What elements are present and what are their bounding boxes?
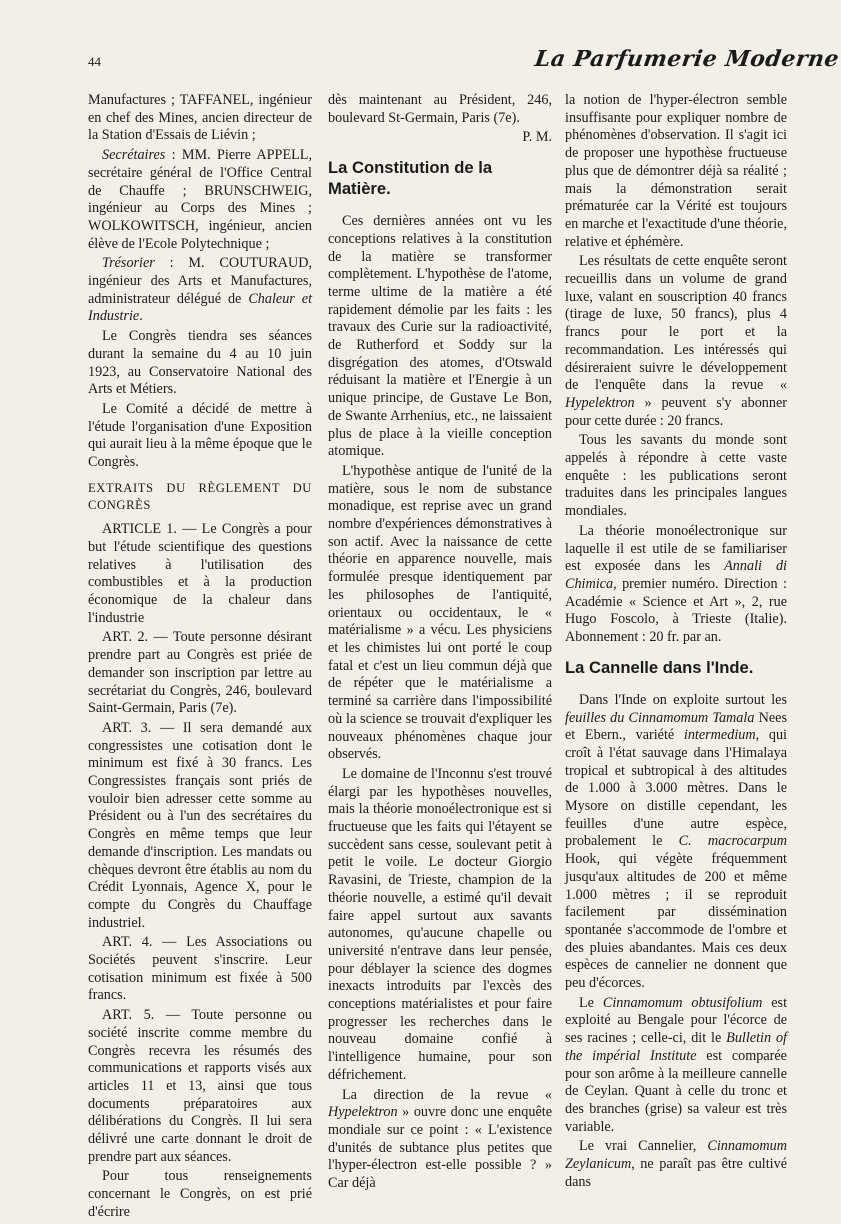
article-4: ART. 4. — Les Associations ou Sociétés peuvent s'inscrire. Leur cotisation minimum est fixée à 500 francs. (88, 934, 312, 1004)
paragraph: Manufactures ; TAFFANEL, ingénieur en chef des Mines, ancien directeur de la Station d'Essais de Liévin ; (88, 92, 312, 144)
text: Les résultats de cette enquête seront recueillis dans un volume de grand luxe, valant en souscription 40 francs (tirage de luxe, 50 francs), plus 4 francs pour le port et la recommandation. Les intéressés qui désireraient suivre le développement de l'enquête dans la revue « (565, 253, 787, 394)
text: Le vrai Cannelier, (579, 1138, 708, 1155)
publication-name: Bulletin of the impérial Institute (565, 1030, 787, 1064)
secretaires-label: Secrétaires (102, 147, 166, 164)
column-1 (88, 92, 312, 1224)
publication-name: Annali di Chimica (565, 558, 787, 592)
paragraph: Ces dernières années ont vu les conceptions relatives à la constitution de la matière se transformer complètement. L'hypothèse de l'atome, terme ultime de la matière a été rapidement démolie par les faits : les travaux des Curie sur la radioactivité, de Rutherford et Soddy sur la disgrégation des atomes, d'Otswald réduisant la matière et l'Energie à un unique principe, de Gustave Le Bon, de Swante Arrhenius, etc., ne laissaient plus de place à la vieille conception atomique. (328, 213, 552, 460)
paragraph (88, 147, 312, 253)
heading-constitution: La Constitution de la Matière. (328, 158, 493, 199)
paragraph: Le Congrès tiendra ses séances durant la semaine du 4 au 10 juin 1923, au Conservatoire National des Arts et Métiers. (88, 328, 312, 398)
species-name: Cinnamomum Zeylanicum (565, 1138, 787, 1173)
article-5: ART. 5. — Toute personne ou société inscrite comme membre du Congrès recevra les résumés des communications et rapports visés aux articles 11 et 13, ainsi que tous documents préparatoires aux délibérations du Congrès. Il lui sera délivré une carte donnant le droit de prendre part aux séances. (88, 1007, 312, 1165)
signature: P. M. (522, 129, 552, 146)
text: est exploité au Bengale pour l'écorce de ses racines ; celle-ci, dit le (565, 994, 788, 1047)
paragraph: Pour tous renseignements concernant le Congrès, on est prié d'écrire (88, 1168, 312, 1220)
paragraph (565, 995, 787, 1137)
text: La direction de la revue « (342, 1086, 552, 1103)
article-1: ARTICLE 1. — Le Congrès a pour but l'étude scientifique des questions relatives à l'utilisation des combustibles et à la production économique de la chaleur dans l'industrie (88, 521, 312, 626)
secretaires-text: : MM. Pierre APPELL, secrétaire général de l'Office Central de Chauffe ; BRUNSCHWEIG, ingénieur au Corps des Mines ; WOLKOWITSCH, ingénieur, ancien élève de l'Ecole Polytechnique ; (88, 147, 312, 252)
publication-name: Chaleur et Industrie (88, 290, 313, 325)
paragraph (88, 255, 312, 326)
text: » ouvre donc une enquête mondiale sur ce point : « L'existence d'unités de subtance plus petites que l'hyper-électron est-elle possible ? » Car déjà (328, 1104, 552, 1192)
text: , ne paraît pas être cultivé dans (565, 1156, 787, 1190)
tresorier-label: Trésorier (102, 255, 155, 272)
section-heading-extraits: EXTRAITS DU RÈGLEMENT DU CONGRÈS (88, 480, 312, 513)
paragraph: la notion de l'hyper-électron semble insuffisante pour expliquer nombre de phénomènes d'observation. Il s'agit ici de proposer une hypothèse fructueuse plus que de démontrer déjà sa réalité ; mais la démonstration serait prématurée car la Vérité est toujours en marche et l'exactitude d'une théorie, relative et éphémère. (565, 92, 787, 250)
tresorier-text: : M. COUTURAUD, ingénieur des Arts et Manufactures, administrateur délégué de (88, 255, 312, 307)
page-number: 44 (88, 54, 101, 69)
species-name: Cinnamomum obtusifolium (602, 994, 763, 1011)
text: Nees et Ebern., variété (565, 709, 787, 744)
journal-masthead: La Parfumerie Moderne (533, 46, 841, 72)
paragraph: L'hypothèse antique de l'unité de la matière, sous le nom de substance monadique, est reprise avec un grand nombre d'expériences démonstratives à son actif. Avec la naissance de cette théorie en apparence nouvelle, mais formulée presque identiquement par les philosophes de l'antiquité, orientaux ou occidentaux, le « matérialisme » a vécu. Les physiciens et les chimistes lui ont porté le coup fatal et c'est un lieu commun déjà que de répéter que le matérialisme a terminé sa carrière dans l'impossibilité où la science se trouvait d'expliquer les nouveaux phénomènes chaque jour observés. (328, 462, 552, 763)
column-3 (565, 92, 787, 1193)
paragraph (565, 253, 787, 430)
species-name: C. macrocarpum (678, 833, 787, 850)
heading-cannelle: La Cannelle dans l'Inde. (565, 657, 754, 677)
revue-name: Hypelektron (565, 394, 635, 411)
paragraph: Le domaine de l'Inconnu s'est trouvé élargi par les hypothèses nouvelles, mais la théorie monoélectronique est si fructueuse que les faits qui l'étayent se succèdent sans cesse, soulevant petit à petit le voile. Le docteur Giorgio Ravasini, de Trieste, champion de la théorie nouvelle, a estimé qu'il devait faire appel surtout aux savants autonomes, qu'aucune chapelle ou université n'entrave dans leur pensée, pour déblayer la science des dogmes inexacts introduits par l'excès des conceptions matérialistes et pour faire progresser les recherches dans le nouveau domaine confié à l'intelligence humaine, pour son défrichement. (328, 765, 552, 1083)
punct: . (139, 308, 143, 325)
text: » peuvent s'y abonner pour cette durée : 20 francs. (565, 394, 787, 429)
paragraph (565, 692, 787, 993)
text: , qui croît à l'état sauvage dans l'Himalaya tropical et subtropical à des altitudes de 1.000 à 3.000 mètres. Dans le Mysore on distille cependant, les feuilles d'une autre espèce, probalement le (565, 727, 787, 850)
column-2 (328, 92, 552, 1195)
paragraph: Tous les savants du monde sont appelés à répondre à cette vaste enquête : les publications seront traduites dans les principales langues mondiales. (565, 432, 787, 520)
paragraph (328, 1087, 552, 1193)
article-2: ART. 2. — Toute personne désirant prendre part au Congrès est priée de demander son inscription par lettre au secrétariat du Congrès, 246, boulevard Saint-Germain, Paris (7e). (88, 629, 312, 717)
paragraph: Le Comité a décidé de mettre à l'étude l'organisation d'une Exposition qui aurait lieu à la même époque que le Congrès. (88, 400, 312, 471)
species-name: feuilles du Cinnamomum Tamala (565, 709, 755, 726)
paragraph (565, 1138, 787, 1191)
variety-name: intermedium (683, 727, 756, 744)
article-3: ART. 3. — Il sera demandé aux congressistes une cotisation dont le minimum est fixé à 30 francs. Les Congressistes français sont priés de vouloir bien adresser cette somme au Président ou à l'un des secrétaires du Congrès en même temps que leur demande d'inscription. Les mandats ou chèques devront être établis au nom du Crédit Lyonnais, Agence X, pour le compte du Congrès du Chauffage industriel. (88, 719, 312, 931)
text: , premier numéro. Direction : Académie « Science et Art », 2, rue Hugo Foscolo, à Trieste (Italie). Abonnement : 20 fr. par an. (565, 575, 787, 646)
text: Le (579, 994, 603, 1011)
text: Dans l'Inde on exploite surtout les (579, 691, 787, 708)
text: est comparée pour son arôme à la meilleure cannelle de Ceylan. Quant à celle du tronc et des branches (grise) sa valeur est très variable. (565, 1047, 787, 1135)
revue-name: Hypelektron (328, 1104, 398, 1121)
paragraph: dès maintenant au Président, 246, boulevard St-Germain, Paris (7e). (328, 92, 552, 126)
text: Hook, qui végète fréquemment jusqu'aux altitudes de 200 et même 1.000 mètres ; il se reproduit facilement par dissémination spontanée s'accommode de l'ombre et des pluies abandantes. Mais ces deux espèces de cannelier ne donnent que peu d'écorces. (565, 851, 787, 992)
paragraph (565, 523, 787, 647)
text: La théorie monoélectronique sur laquelle il est utile de se familiariser est exposée dans les (565, 522, 787, 575)
